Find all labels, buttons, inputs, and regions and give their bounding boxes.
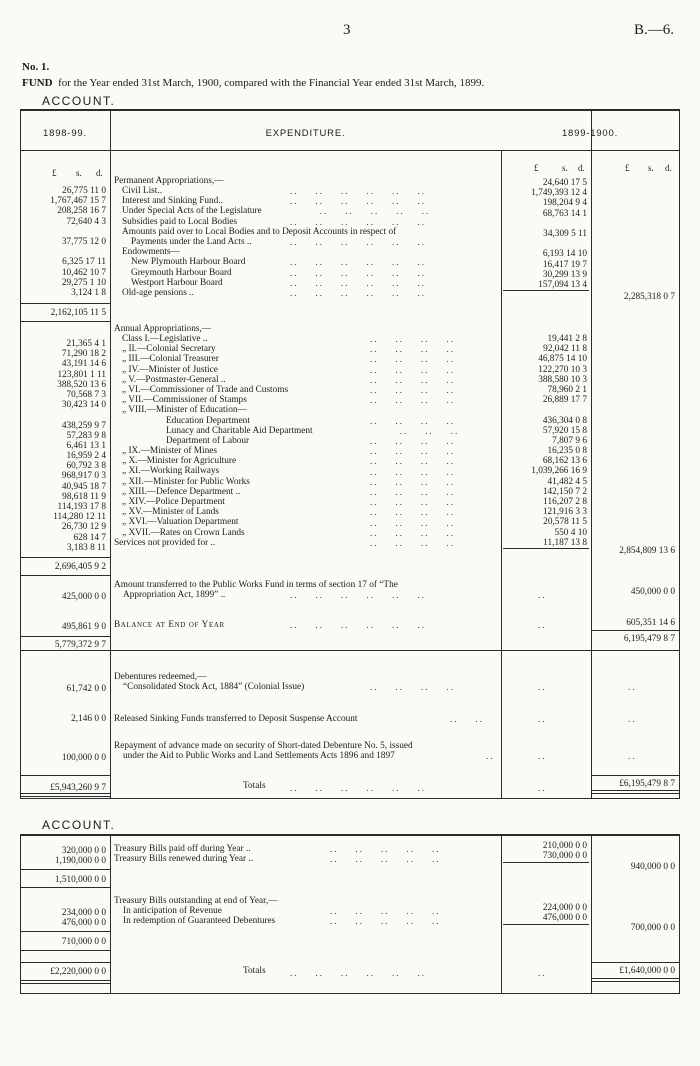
curr-value: 92,042 11 8 bbox=[543, 344, 587, 355]
curr-value: 6,193 14 10 bbox=[542, 249, 587, 260]
prev-value bbox=[22, 227, 106, 237]
sum-rule bbox=[20, 775, 110, 776]
outstanding-heading: Treasury Bills outstanding at end of Year,— bbox=[114, 896, 278, 906]
prev-value: 1,767,467 15 7 bbox=[50, 196, 106, 207]
prev-value: 60,792 3 8 bbox=[66, 461, 106, 472]
leader-dots: .. bbox=[486, 751, 495, 761]
debentures-line-1: Debentures redeemed,— bbox=[114, 672, 207, 682]
balance-curr-dash: .. bbox=[538, 620, 547, 630]
curr-value: 16,235 0 8 bbox=[547, 446, 587, 457]
totals2-curr-dash: .. bbox=[538, 968, 547, 978]
prev-value: 70,568 7 3 bbox=[66, 389, 106, 400]
prev-pence-label: d. bbox=[96, 168, 103, 178]
prev-column-rule bbox=[110, 109, 111, 799]
document-reference: B.—6. bbox=[634, 22, 675, 38]
curr-value: 116,207 2 8 bbox=[543, 497, 587, 507]
debentures-line-2: “Consolidated Stock Act, 1884” (Colonial Issue) bbox=[123, 682, 305, 693]
sum-rule bbox=[20, 636, 110, 637]
curr-value: 78,960 2 1 bbox=[547, 384, 587, 395]
curr-value: 198,204 9 4 bbox=[542, 198, 587, 209]
leader-dots: .. .. .. .. .. .. .. .. .. .. bbox=[330, 906, 441, 927]
prev-value: 6,461 13 1 bbox=[66, 440, 106, 451]
paid-off-label: Treasury Bills paid off during Year .. bbox=[114, 844, 251, 854]
column-header-1899: 1899-1900. bbox=[561, 128, 619, 139]
annual-labels bbox=[114, 334, 313, 548]
leader-dots: .. .. bbox=[450, 714, 484, 724]
total-pound-label: £ bbox=[625, 163, 630, 173]
curr-value: 24,640 17 5 bbox=[542, 178, 587, 188]
table-left-rule bbox=[20, 109, 21, 799]
list-item: Class I.—Legislative .. bbox=[122, 334, 208, 344]
curr-value: 1,039,266 16 9 bbox=[531, 466, 587, 477]
subtotal1-prev: 5,779,372 9 7 bbox=[54, 640, 106, 650]
sum-rule bbox=[591, 962, 679, 963]
list-item: Subsidies paid to Local Bodies bbox=[122, 216, 238, 227]
prev-value: 57,283 9 8 bbox=[66, 430, 106, 441]
prev-value: 3,124 1 8 bbox=[71, 287, 106, 298]
curr-value: 30,299 13 9 bbox=[542, 269, 587, 280]
repayment-prev: 100,000 0 0 bbox=[61, 753, 106, 763]
prev-value: 388,520 13 6 bbox=[57, 379, 106, 390]
revenue-label: In anticipation of Revenue bbox=[123, 906, 222, 917]
header-bottom-rule bbox=[20, 150, 680, 151]
sum-rule bbox=[591, 775, 679, 776]
curr-value: 34,309 5 11 bbox=[543, 228, 587, 239]
list-item: „ XVI.—Valuation Department bbox=[122, 517, 239, 528]
table2-total-rule bbox=[591, 834, 592, 994]
curr-pound-label: £ bbox=[534, 163, 539, 173]
list-item: „ XVII.—Rates on Crown Lands bbox=[122, 527, 245, 538]
prev-value: 21,365 4 1 bbox=[66, 339, 106, 349]
debentures-curr-dash: .. bbox=[538, 682, 547, 692]
table2-prev-rule bbox=[110, 834, 111, 994]
totals2-curr: £1,640,000 0 0 bbox=[619, 966, 675, 976]
list-item: Services not provided for .. bbox=[114, 537, 216, 548]
annual-heading: Annual Appropriations,— bbox=[114, 324, 212, 334]
totals-curr-dash: .. bbox=[538, 783, 547, 793]
prev-value: 72,640 4 3 bbox=[66, 216, 106, 227]
leader-dots: .. .. .. .. .. .. bbox=[290, 783, 426, 793]
list-item: „ II.—Colonial Secretary bbox=[122, 344, 216, 355]
curr-value: 68,763 14 1 bbox=[542, 208, 587, 219]
prev-value bbox=[22, 410, 106, 420]
outstanding-prev-values bbox=[22, 908, 106, 928]
curr-value: 16,417 19 7 bbox=[542, 259, 587, 270]
prev-value bbox=[22, 247, 106, 257]
subtotal-a-curr: 940,000 0 0 bbox=[630, 862, 675, 872]
list-item: „ V.—Postmaster-General .. bbox=[122, 374, 226, 385]
double-rule bbox=[591, 978, 679, 979]
sum-rule bbox=[503, 924, 589, 925]
curr-value: 121,916 3 3 bbox=[542, 507, 587, 518]
paid-off-prev: 320,000 0 0 bbox=[61, 846, 106, 856]
list-item: Department of Labour bbox=[166, 435, 250, 446]
permanent-subtotal-prev: 2,162,105 11 5 bbox=[50, 308, 106, 318]
list-item: Old-age pensions .. bbox=[122, 287, 194, 298]
curr-value: 68,162 13 6 bbox=[542, 456, 587, 467]
curr-shilling-label: s. bbox=[562, 163, 568, 173]
sum-rule bbox=[20, 887, 110, 888]
debentures-description bbox=[114, 672, 304, 692]
subtotal-a-prev: 1,510,000 0 0 bbox=[54, 875, 106, 885]
curr-value: 550 4 10 bbox=[554, 527, 587, 538]
transfer-line-1: Amount transferred to the Public Works Fund in terms of section 17 of “The bbox=[114, 580, 398, 590]
prev-value: 30,423 14 0 bbox=[61, 400, 106, 411]
prev-value: 98,618 11 9 bbox=[62, 491, 106, 502]
prev-value: 37,775 12 0 bbox=[61, 236, 106, 247]
repayment-line-2: under the Aid to Public Works and Land Settlements Acts 1896 and 1897 bbox=[123, 751, 395, 762]
leader-dots: .. .. .. .. .. .. bbox=[290, 590, 426, 600]
list-item: Endowments— bbox=[122, 247, 180, 258]
outstanding-labels bbox=[114, 896, 278, 927]
prev-value: 114,280 12 11 bbox=[53, 512, 106, 523]
totals2-label: Totals bbox=[243, 966, 266, 976]
curr-value: 436,304 0 8 bbox=[542, 415, 587, 426]
repayment-description bbox=[114, 741, 413, 761]
debentures-total-dash: .. bbox=[628, 682, 637, 692]
prev-value: 968,917 0 3 bbox=[61, 471, 106, 482]
total-shilling-label: s. bbox=[648, 163, 654, 173]
totals2-prev: £2,220,000 0 0 bbox=[50, 967, 106, 977]
sum-rule bbox=[20, 931, 110, 932]
list-item: „ XII.—Minister for Public Works bbox=[122, 476, 250, 487]
totals-prev: £5,943,260 9 7 bbox=[50, 783, 106, 793]
prev-value: 208,258 16 7 bbox=[57, 206, 106, 217]
treasury-bills-labels bbox=[114, 844, 253, 864]
double-rule bbox=[20, 983, 110, 984]
table2-right-rule bbox=[679, 834, 680, 994]
table2-bottom-rule bbox=[20, 993, 680, 994]
curr-value bbox=[503, 239, 587, 249]
account-heading-2: ACCOUNT. bbox=[42, 818, 116, 832]
prev-value: 29,275 1 10 bbox=[61, 277, 106, 288]
prev-value: 26,730 12 9 bbox=[61, 522, 106, 533]
transfer-curr: 450,000 0 0 bbox=[630, 587, 675, 597]
list-item: „ VIII.—Minister of Education— bbox=[122, 405, 247, 416]
released-label: Released Sinking Funds transferred to Deposit Suspense Account bbox=[114, 714, 358, 724]
leader-dots: .. .. .. .. .. .. bbox=[290, 620, 426, 630]
balance-prev: 495,861 9 0 bbox=[61, 622, 106, 632]
table2-top-rule bbox=[20, 834, 680, 836]
prev-value: 26,775 11 0 bbox=[62, 186, 106, 196]
statement-number: No. 1. bbox=[22, 61, 50, 73]
permanent-heading: Permanent Appropriations,— bbox=[114, 176, 224, 186]
account-heading: ACCOUNT. bbox=[42, 94, 116, 108]
curr-value bbox=[503, 405, 587, 415]
table2-left-rule bbox=[20, 834, 21, 994]
revenue-curr: 224,000 0 0 bbox=[542, 903, 587, 913]
table-bottom-rule bbox=[20, 798, 680, 799]
sum-rule bbox=[20, 575, 110, 576]
sum-rule bbox=[503, 548, 589, 549]
list-item: „ XIV.—Police Department bbox=[122, 497, 225, 507]
sum-rule bbox=[591, 630, 679, 631]
prev-value: 16,959 2 4 bbox=[66, 451, 106, 462]
subtotal-b-curr: 700,000 0 0 bbox=[630, 923, 675, 933]
list-item: Lunacy and Charitable Aid Department bbox=[166, 425, 313, 436]
leader-dots: .. .. .. .. bbox=[370, 682, 455, 692]
list-item: Under Special Acts of the Legislature bbox=[122, 206, 262, 217]
prev-value: 628 14 7 bbox=[73, 532, 106, 543]
guaranteed-curr: 476,000 0 0 bbox=[542, 913, 587, 924]
list-item: New Plymouth Harbour Board bbox=[131, 257, 246, 268]
list-item: Interest and Sinking Fund.. bbox=[122, 196, 223, 207]
section-rule bbox=[20, 650, 680, 651]
treasury-curr-values bbox=[503, 841, 587, 861]
table2-curr-rule bbox=[501, 834, 502, 994]
curr-value: 157,094 13 4 bbox=[538, 279, 587, 290]
annual-subtotal-curr: 2,854,809 13 6 bbox=[619, 546, 675, 556]
list-item: „ XIII.—Defence Department .. bbox=[122, 486, 241, 497]
curr-value bbox=[503, 219, 587, 229]
prev-value: 10,462 10 7 bbox=[61, 267, 106, 278]
repayment-curr-dash: .. bbox=[538, 751, 547, 761]
list-item: „ XV.—Minister of Lands bbox=[122, 507, 219, 518]
table-top-rule bbox=[20, 109, 680, 111]
fund-word: FUND bbox=[22, 77, 53, 89]
annual-curr-values bbox=[503, 334, 587, 548]
prev-value: 40,945 18 7 bbox=[61, 481, 106, 492]
prev-value: 3,183 8 11 bbox=[66, 542, 106, 553]
double-rule bbox=[591, 790, 679, 791]
page-number: 3 bbox=[343, 22, 351, 38]
debentures-prev: 61,742 0 0 bbox=[66, 684, 106, 694]
sum-rule bbox=[20, 557, 110, 558]
leader-dots: .. .. .. .. .. .. .. .. .. .. .. .. .. .. .. .. .. .. .. .. .. .. .. .. .. .. .. .. .. .. .. .. .. .. .. .. .. .. .. .. .. .. .. .. .. .. .. .. .. .. .. .. .. bbox=[290, 186, 431, 299]
double-rule bbox=[591, 793, 679, 794]
sum-rule bbox=[20, 950, 110, 951]
sum-rule bbox=[503, 862, 589, 863]
renewed-label: Treasury Bills renewed during Year .. bbox=[114, 854, 254, 865]
curr-value: 142,150 7 2 bbox=[542, 486, 587, 497]
annual-prev-values bbox=[22, 339, 106, 553]
list-item: „ IX.—Minister of Mines bbox=[122, 446, 218, 457]
list-item: „ III.—Colonial Treasurer bbox=[122, 354, 219, 365]
fund-title bbox=[22, 77, 484, 89]
prev-shilling-label: s. bbox=[76, 168, 82, 178]
list-item: Amounts paid over to Local Bodies and to Deposit Accounts in respect of bbox=[122, 226, 397, 237]
curr-value: 46,875 14 10 bbox=[538, 354, 587, 365]
balance-label: Balance at End of Year bbox=[114, 620, 225, 630]
totals-curr: £6,195,479 8 7 bbox=[619, 779, 675, 789]
guaranteed-label: In redemption of Guaranteed Debentures bbox=[123, 916, 276, 927]
released-curr-dash: .. bbox=[538, 714, 547, 724]
renewed-prev: 1,190,000 0 0 bbox=[54, 856, 106, 867]
list-item: Payments under the Land Acts .. bbox=[131, 236, 252, 247]
prev-value: 438,259 9 7 bbox=[61, 420, 106, 431]
list-item: Westport Harbour Board bbox=[131, 277, 223, 288]
prev-pound-label: £ bbox=[52, 168, 57, 178]
column-header-1898: 1898-99. bbox=[43, 128, 87, 139]
curr-value: 7,807 9 6 bbox=[552, 435, 587, 446]
leader-dots: .. .. .. .. .. .. bbox=[290, 968, 426, 978]
sum-rule bbox=[20, 962, 110, 963]
list-item: „ X.—Minister for Agriculture bbox=[122, 456, 237, 467]
sum-rule bbox=[20, 869, 110, 870]
curr-value: 1,749,393 12 4 bbox=[531, 188, 587, 199]
curr-detail-column-rule bbox=[501, 150, 502, 799]
curr-pence-label: d. bbox=[578, 163, 585, 173]
column-header-expenditure: EXPENDITURE. bbox=[265, 128, 346, 139]
list-item: „ VII.—Commissioner of Stamps bbox=[122, 395, 247, 406]
leader-dots: .. .. .. .. .. .. .. .. .. .. bbox=[330, 844, 441, 865]
list-item: „ VI.—Commissioner of Trade and Customs bbox=[122, 384, 289, 395]
subtotal1-curr: 6,195,479 8 7 bbox=[623, 634, 675, 644]
double-rule bbox=[20, 796, 110, 797]
double-rule bbox=[20, 793, 110, 794]
sum-rule bbox=[503, 290, 589, 291]
total-pence-label: d. bbox=[665, 163, 672, 173]
curr-value: 20,578 11 5 bbox=[543, 517, 587, 528]
annual-subtotal-prev: 2,696,405 9 2 bbox=[54, 562, 106, 572]
double-rule bbox=[20, 980, 110, 981]
treasury-prev-values bbox=[22, 846, 106, 866]
list-item: „ XI.—Working Railways bbox=[122, 466, 220, 477]
repayment-total-dash: .. bbox=[628, 751, 637, 761]
double-rule bbox=[591, 981, 679, 982]
curr-value: 57,920 15 8 bbox=[542, 425, 587, 436]
list-item: Greymouth Harbour Board bbox=[131, 267, 232, 278]
list-item: Education Department bbox=[166, 415, 250, 426]
prev-value: 43,191 14 6 bbox=[61, 359, 106, 370]
prev-value: 6,325 17 11 bbox=[62, 257, 106, 268]
subtotal-b-prev: 710,000 0 0 bbox=[61, 937, 106, 947]
outstanding-curr-values bbox=[503, 903, 587, 923]
curr-value: 122,270 10 3 bbox=[538, 364, 587, 375]
prev-value: 71,290 18 2 bbox=[61, 349, 106, 360]
curr-value: 26,889 17 7 bbox=[542, 395, 587, 406]
balance-curr: 605,351 14 6 bbox=[626, 618, 675, 628]
curr-value: 388,580 10 3 bbox=[538, 374, 587, 385]
transfer-prev: 425,000 0 0 bbox=[61, 592, 106, 602]
permanent-curr-values bbox=[503, 178, 587, 290]
permanent-subtotal-curr: 2,285,318 0 7 bbox=[623, 292, 675, 302]
sum-rule bbox=[20, 303, 110, 304]
table-right-rule bbox=[679, 109, 680, 799]
released-prev: 2,146 0 0 bbox=[71, 714, 106, 724]
permanent-prev-values bbox=[22, 186, 106, 298]
transfer-curr-dash: .. bbox=[538, 590, 547, 600]
repayment-line-1: Repayment of advance made on security of Short-dated Debenture No. 5, issued bbox=[114, 741, 413, 751]
renewed-curr: 730,000 0 0 bbox=[542, 851, 587, 862]
curr-total-column-rule bbox=[591, 109, 592, 799]
curr-value: 19,441 2 8 bbox=[547, 334, 587, 344]
fund-title-rest: for the Year ended 31st March, 1900, compared with the Financial Year ended 31st March, 1899. bbox=[58, 77, 485, 89]
prev-value: 123,801 1 11 bbox=[57, 369, 106, 380]
released-total-dash: .. bbox=[628, 714, 637, 724]
sum-rule bbox=[20, 321, 110, 322]
guaranteed-prev: 476,000 0 0 bbox=[61, 918, 106, 929]
totals-label: Totals bbox=[243, 781, 266, 791]
transfer-line-2: Appropriation Act, 1899” .. bbox=[123, 590, 226, 601]
list-item: Civil List.. bbox=[122, 186, 163, 196]
revenue-prev: 234,000 0 0 bbox=[61, 908, 106, 918]
curr-value: 41,482 4 5 bbox=[547, 476, 587, 487]
leader-dots: .. .. .. .. .. .. .. .. .. .. .. .. .. .. .. .. .. .. .. .. .. .. .. .. .. .. .. .. .. .. .. .. .. .. .. .. .. .. .. .. .. .. .. .. .. .. .. .. .. .. .. .. .. .. .. .. .. .. .. .. .. .. .. .. .. .. .. .. .. .. .. .. .. .. .. .. .. .. .. bbox=[370, 334, 460, 549]
list-item: „ IV.—Minister of Justice bbox=[122, 364, 218, 375]
prev-value: 114,193 17 8 bbox=[57, 502, 106, 512]
paid-off-curr: 210,000 0 0 bbox=[542, 841, 587, 851]
curr-value: 11,187 13 8 bbox=[543, 537, 587, 548]
